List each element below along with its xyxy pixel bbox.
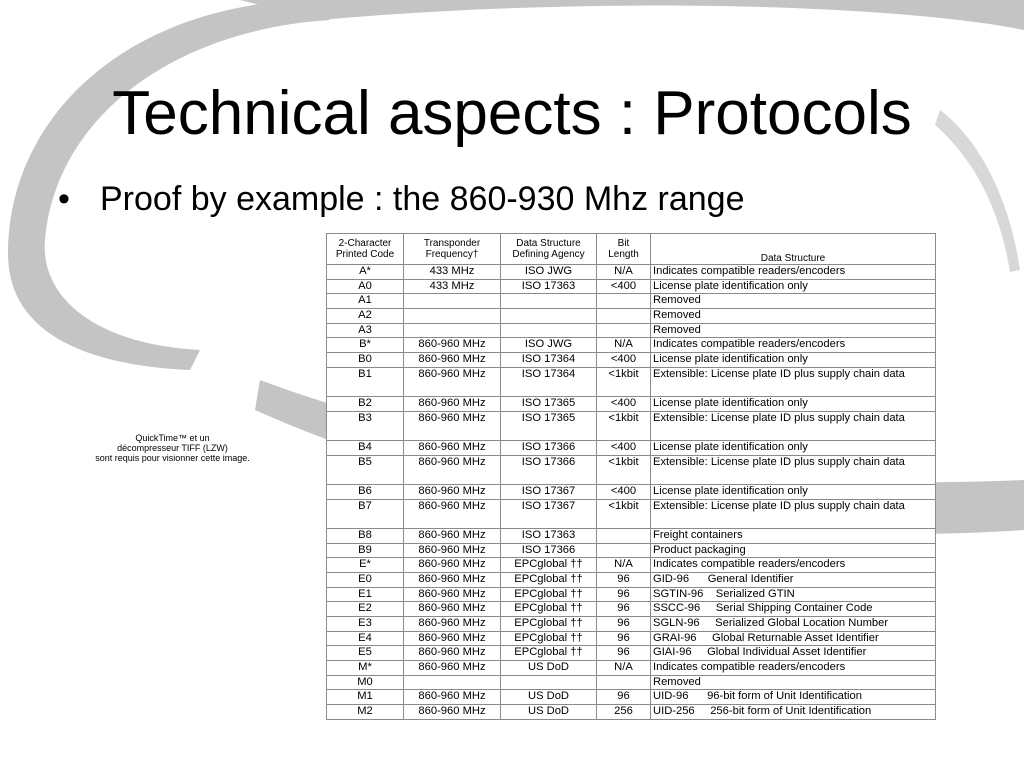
table-row	[327, 573, 936, 588]
cell-data-structure: Removed	[651, 323, 936, 338]
cell-bit-length	[597, 294, 651, 309]
cell-bit-length: 96	[597, 617, 651, 632]
table-row	[327, 294, 936, 309]
cell-code: B1	[327, 367, 404, 396]
cell-agency: EPCglobal ††	[501, 646, 597, 661]
cell-code: B6	[327, 485, 404, 500]
table-row	[327, 587, 936, 602]
cell-code: B0	[327, 353, 404, 368]
cell-bit-length: <1kbit	[597, 499, 651, 528]
table-row	[327, 617, 936, 632]
cell-agency	[501, 675, 597, 690]
cell-agency	[501, 294, 597, 309]
header-bit-length: Bit Length	[597, 234, 651, 265]
cell-agency: US DoD	[501, 661, 597, 676]
cell-data-structure: Removed	[651, 294, 936, 309]
cell-frequency: 860-960 MHz	[404, 661, 501, 676]
cell-data-structure: SGLN-96 Serialized Global Location Number	[651, 617, 936, 632]
table-row	[327, 455, 936, 484]
table-row	[327, 323, 936, 338]
table-row	[327, 485, 936, 500]
cell-code: B*	[327, 338, 404, 353]
cell-frequency: 860-960 MHz	[404, 529, 501, 544]
cell-data-structure: GIAI-96 Global Individual Asset Identifier	[651, 646, 936, 661]
cell-agency: EPCglobal ††	[501, 631, 597, 646]
cell-code: E*	[327, 558, 404, 573]
swoosh-arc-top	[240, 0, 1024, 30]
cell-agency: ISO 17364	[501, 353, 597, 368]
cell-data-structure: License plate identification only	[651, 353, 936, 368]
table-row	[327, 705, 936, 720]
cell-data-structure: Removed	[651, 675, 936, 690]
cell-agency: ISO 17364	[501, 367, 597, 396]
cell-agency: ISO 17366	[501, 441, 597, 456]
cell-bit-length: N/A	[597, 558, 651, 573]
cell-data-structure: SGTIN-96 Serialized GTIN	[651, 587, 936, 602]
cell-frequency: 860-960 MHz	[404, 411, 501, 440]
cell-data-structure: GRAI-96 Global Returnable Asset Identifier	[651, 631, 936, 646]
table-row	[327, 411, 936, 440]
cell-agency: ISO 17366	[501, 543, 597, 558]
table-row	[327, 338, 936, 353]
cell-code: A3	[327, 323, 404, 338]
placeholder-line: sont requis pour visionner cette image.	[95, 453, 250, 463]
cell-code: E4	[327, 631, 404, 646]
cell-bit-length: <400	[597, 397, 651, 412]
missing-image-placeholder	[70, 433, 275, 463]
cell-code: B9	[327, 543, 404, 558]
cell-bit-length: 96	[597, 602, 651, 617]
bullet-dot-icon: •	[58, 180, 70, 218]
cell-data-structure: Indicates compatible readers/encoders	[651, 338, 936, 353]
cell-frequency: 433 MHz	[404, 279, 501, 294]
cell-code: E5	[327, 646, 404, 661]
cell-bit-length: N/A	[597, 661, 651, 676]
cell-frequency: 860-960 MHz	[404, 485, 501, 500]
cell-data-structure: Freight containers	[651, 529, 936, 544]
cell-code: M*	[327, 661, 404, 676]
cell-code: A1	[327, 294, 404, 309]
cell-bit-length: 96	[597, 587, 651, 602]
cell-frequency: 860-960 MHz	[404, 631, 501, 646]
cell-bit-length: N/A	[597, 265, 651, 280]
cell-frequency: 860-960 MHz	[404, 587, 501, 602]
table-row	[327, 646, 936, 661]
table-row	[327, 441, 936, 456]
cell-code: E1	[327, 587, 404, 602]
cell-data-structure: License plate identification only	[651, 485, 936, 500]
cell-data-structure: Extensible: License plate ID plus supply chain data	[651, 411, 936, 440]
table-body	[327, 265, 936, 720]
cell-data-structure: Extensible: License plate ID plus supply chain data	[651, 367, 936, 396]
cell-agency: ISO JWG	[501, 265, 597, 280]
slide-title: Technical aspects : Protocols	[112, 79, 912, 148]
cell-agency: ISO 17363	[501, 279, 597, 294]
table-row	[327, 602, 936, 617]
cell-frequency: 860-960 MHz	[404, 353, 501, 368]
cell-bit-length: 96	[597, 646, 651, 661]
cell-code: A0	[327, 279, 404, 294]
cell-agency: EPCglobal ††	[501, 587, 597, 602]
cell-frequency: 860-960 MHz	[404, 441, 501, 456]
header-frequency: Transponder Frequency†	[404, 234, 501, 265]
cell-bit-length	[597, 309, 651, 324]
placeholder-line: décompresseur TIFF (LZW)	[117, 443, 228, 453]
table-header-row	[327, 234, 936, 265]
cell-code: E0	[327, 573, 404, 588]
bullet-text: Proof by example : the 860-930 Mhz range	[100, 180, 745, 218]
cell-frequency: 433 MHz	[404, 265, 501, 280]
table-row	[327, 675, 936, 690]
cell-bit-length: <400	[597, 279, 651, 294]
cell-bit-length: <400	[597, 485, 651, 500]
cell-agency: ISO 17365	[501, 397, 597, 412]
cell-frequency: 860-960 MHz	[404, 617, 501, 632]
cell-bit-length: <1kbit	[597, 455, 651, 484]
cell-data-structure: Extensible: License plate ID plus supply chain data	[651, 499, 936, 528]
cell-code: M2	[327, 705, 404, 720]
table-row	[327, 265, 936, 280]
cell-agency: US DoD	[501, 705, 597, 720]
cell-frequency: 860-960 MHz	[404, 705, 501, 720]
table-row	[327, 529, 936, 544]
cell-code: B4	[327, 441, 404, 456]
cell-frequency: 860-960 MHz	[404, 558, 501, 573]
cell-frequency: 860-960 MHz	[404, 338, 501, 353]
cell-frequency: 860-960 MHz	[404, 573, 501, 588]
cell-bit-length: 256	[597, 705, 651, 720]
cell-agency: ISO 17367	[501, 499, 597, 528]
cell-frequency: 860-960 MHz	[404, 367, 501, 396]
cell-bit-length: 96	[597, 573, 651, 588]
cell-agency	[501, 309, 597, 324]
cell-agency: EPCglobal ††	[501, 558, 597, 573]
cell-code: A*	[327, 265, 404, 280]
cell-agency: US DoD	[501, 690, 597, 705]
cell-data-structure: UID-256 256-bit form of Unit Identification	[651, 705, 936, 720]
cell-frequency	[404, 323, 501, 338]
cell-bit-length	[597, 529, 651, 544]
cell-data-structure: License plate identification only	[651, 279, 936, 294]
cell-agency: EPCglobal ††	[501, 617, 597, 632]
cell-bit-length: N/A	[597, 338, 651, 353]
cell-data-structure: GID-96 General Identifier	[651, 573, 936, 588]
cell-frequency	[404, 294, 501, 309]
cell-code: M1	[327, 690, 404, 705]
cell-frequency: 860-960 MHz	[404, 499, 501, 528]
table-row	[327, 690, 936, 705]
cell-frequency	[404, 309, 501, 324]
table-row	[327, 367, 936, 396]
table-row	[327, 397, 936, 412]
table-row	[327, 661, 936, 676]
table-row	[327, 309, 936, 324]
bullet-item	[58, 180, 745, 219]
cell-code: B5	[327, 455, 404, 484]
cell-data-structure: Indicates compatible readers/encoders	[651, 558, 936, 573]
cell-data-structure: SSCC-96 Serial Shipping Container Code	[651, 602, 936, 617]
header-agency: Data Structure Defining Agency	[501, 234, 597, 265]
cell-data-structure: Removed	[651, 309, 936, 324]
cell-bit-length	[597, 675, 651, 690]
cell-code: E3	[327, 617, 404, 632]
cell-bit-length	[597, 543, 651, 558]
cell-bit-length: 96	[597, 690, 651, 705]
cell-agency: ISO 17365	[501, 411, 597, 440]
placeholder-line: QuickTime™ et un	[135, 433, 210, 443]
cell-code: B3	[327, 411, 404, 440]
table-row	[327, 558, 936, 573]
cell-code: E2	[327, 602, 404, 617]
cell-data-structure: License plate identification only	[651, 441, 936, 456]
cell-frequency: 860-960 MHz	[404, 455, 501, 484]
cell-code: M0	[327, 675, 404, 690]
cell-frequency: 860-960 MHz	[404, 690, 501, 705]
cell-data-structure: License plate identification only	[651, 397, 936, 412]
protocol-codes-table	[326, 233, 936, 720]
cell-data-structure: Indicates compatible readers/encoders	[651, 661, 936, 676]
cell-bit-length: <400	[597, 441, 651, 456]
table-row	[327, 353, 936, 368]
cell-code: B2	[327, 397, 404, 412]
cell-data-structure: Product packaging	[651, 543, 936, 558]
cell-data-structure: Indicates compatible readers/encoders	[651, 265, 936, 280]
protocol-codes-table-wrapper	[326, 233, 935, 720]
cell-bit-length: <1kbit	[597, 411, 651, 440]
cell-code: A2	[327, 309, 404, 324]
header-data-structure: Data Structure	[651, 234, 936, 265]
cell-code: B7	[327, 499, 404, 528]
cell-frequency: 860-960 MHz	[404, 646, 501, 661]
cell-frequency	[404, 675, 501, 690]
cell-agency: ISO 17363	[501, 529, 597, 544]
cell-bit-length: <1kbit	[597, 367, 651, 396]
cell-frequency: 860-960 MHz	[404, 602, 501, 617]
cell-bit-length	[597, 323, 651, 338]
cell-frequency: 860-960 MHz	[404, 543, 501, 558]
table-row	[327, 631, 936, 646]
cell-bit-length: <400	[597, 353, 651, 368]
table-row	[327, 279, 936, 294]
cell-agency: ISO 17366	[501, 455, 597, 484]
cell-agency: EPCglobal ††	[501, 573, 597, 588]
cell-agency: EPCglobal ††	[501, 602, 597, 617]
cell-data-structure: Extensible: License plate ID plus supply chain data	[651, 455, 936, 484]
cell-agency: ISO 17367	[501, 485, 597, 500]
table-row	[327, 499, 936, 528]
cell-agency: ISO JWG	[501, 338, 597, 353]
cell-bit-length: 96	[597, 631, 651, 646]
cell-frequency: 860-960 MHz	[404, 397, 501, 412]
table-row	[327, 543, 936, 558]
cell-agency	[501, 323, 597, 338]
header-printed-code: 2-Character Printed Code	[327, 234, 404, 265]
cell-code: B8	[327, 529, 404, 544]
cell-data-structure: UID-96 96-bit form of Unit Identification	[651, 690, 936, 705]
